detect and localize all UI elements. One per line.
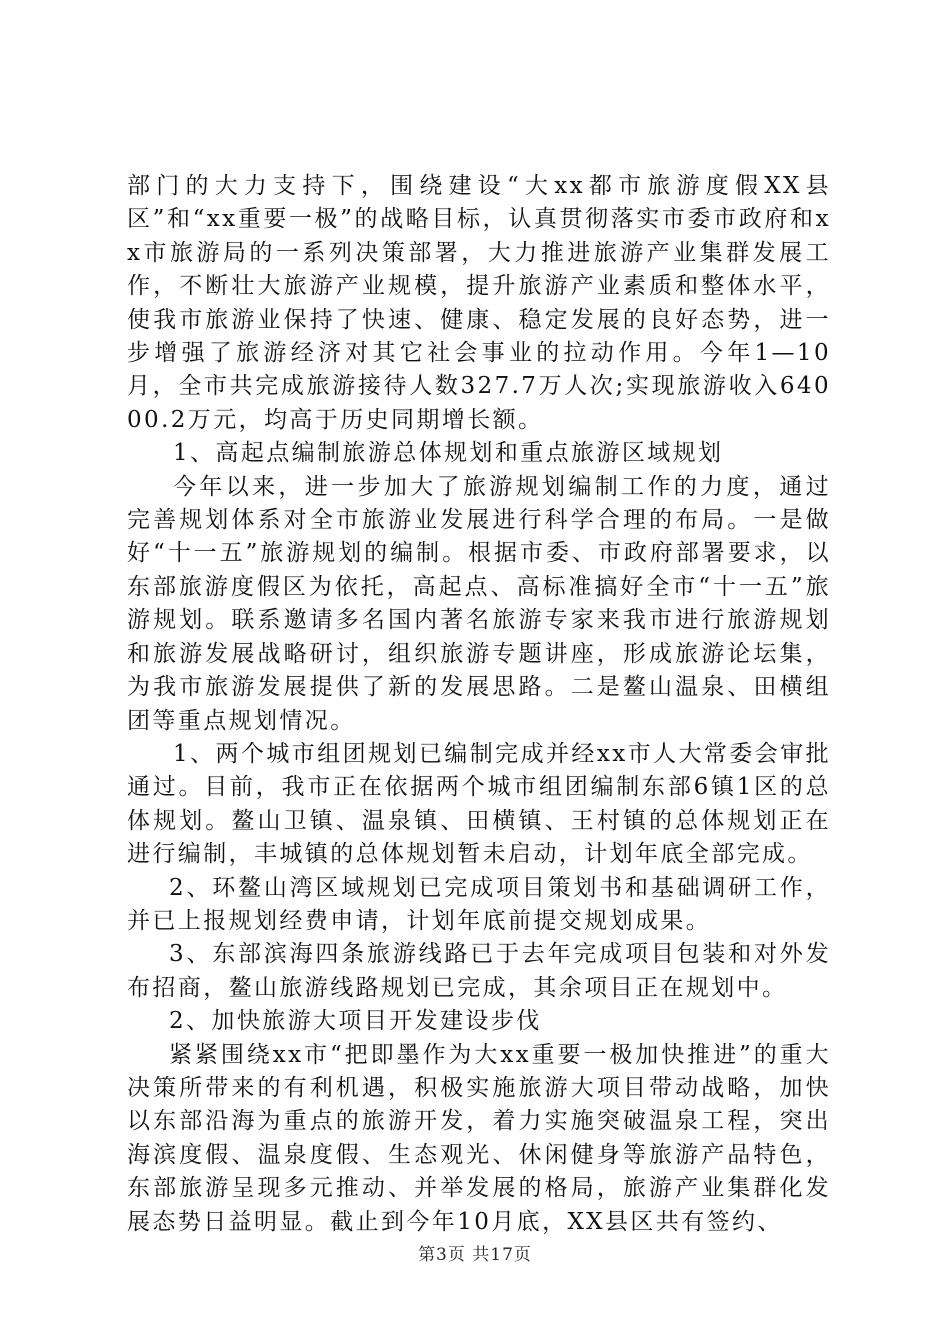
- heading-major-projects: 2、加快旅游大项目开发建设步伐: [169, 1008, 542, 1035]
- heading-planning: 1、高起点编制旅游总体规划和重点旅游区域规划: [173, 440, 724, 467]
- list-item-bay-planning: 2、环鳌山湾区域规划已完成项目策划书和基础调研工作，并已上报规划经费申请，计划年底前提交规划成果。: [127, 874, 831, 934]
- list-item-city-group-planning: 1、两个城市组团规划已编制完成并经xx市人大常委会审批通过。目前，我市正在依据两个城市组团编制东部6镇1区的总体规划。鳌山卫镇、温泉镇、田横镇、王村镇的总体规划正在进行编制，丰城镇的总体规划暂未启动，计划年底全部完成。: [127, 740, 831, 868]
- document-body: [127, 170, 831, 1239]
- paragraph-planning: 今年以来，进一步加大了旅游规划编制工作的力度，通过完善规划体系对全市旅游业发展进行科学合理的布局。一是做好“十一五”旅游规划的编制。根据市委、市政府部署要求，以东部旅游度假区为依托，高起点、高标准搞好全市“十一五”旅游规划。联系邀请多名国内著名旅游专家来我市进行旅游规划和旅游发展战略研讨，组织旅游专题讲座，形成旅游论坛集，为我市旅游发展提供了新的发展思路。二是鳌山温泉、田横组团等重点规划情况。: [127, 473, 831, 734]
- paragraph-intro-summary: 部门的大力支持下，围绕建设“大xx都市旅游度假XX县区”和“xx重要一极”的战略目标，认真贯彻落实市委市政府和xx市旅游局的一系列决策部署，大力推进旅游产业集群发展工作，不断壮大旅游产业规模，提升旅游产业素质和整体水平，使我市旅游业保持了快速、健康、稳定发展的良好态势，进一步增强了旅游经济对其它社会事业的拉动作用。今年1—10月，全市共完成旅游接待人数327.7万人次;实现旅游收入64000.2万元，均高于历史同期增长额。: [127, 173, 831, 433]
- list-item-tour-routes: 3、东部滨海四条旅游线路已于去年完成项目包装和对外发布招商，鳌山旅游线路规划已完成，其余项目正在规划中。: [127, 941, 831, 1001]
- page-number-footer: 第3页 共17页: [418, 1245, 532, 1265]
- paragraph-major-projects: 紧紧围绕xx市“把即墨作为大xx重要一极加快推进”的重大决策所带来的有利机遇，积极实施旅游大项目带动战略，加快以东部沿海为重点的旅游开发，着力实施突破温泉工程，突出海滨度假、温泉度假、生态观光、休闲健身等旅游产品特色，东部旅游呈现多元推动、并举发展的格局，旅游产业集群化发展态势日益明显。截止到今年10月底，XX县区共有签约、: [127, 1041, 831, 1235]
